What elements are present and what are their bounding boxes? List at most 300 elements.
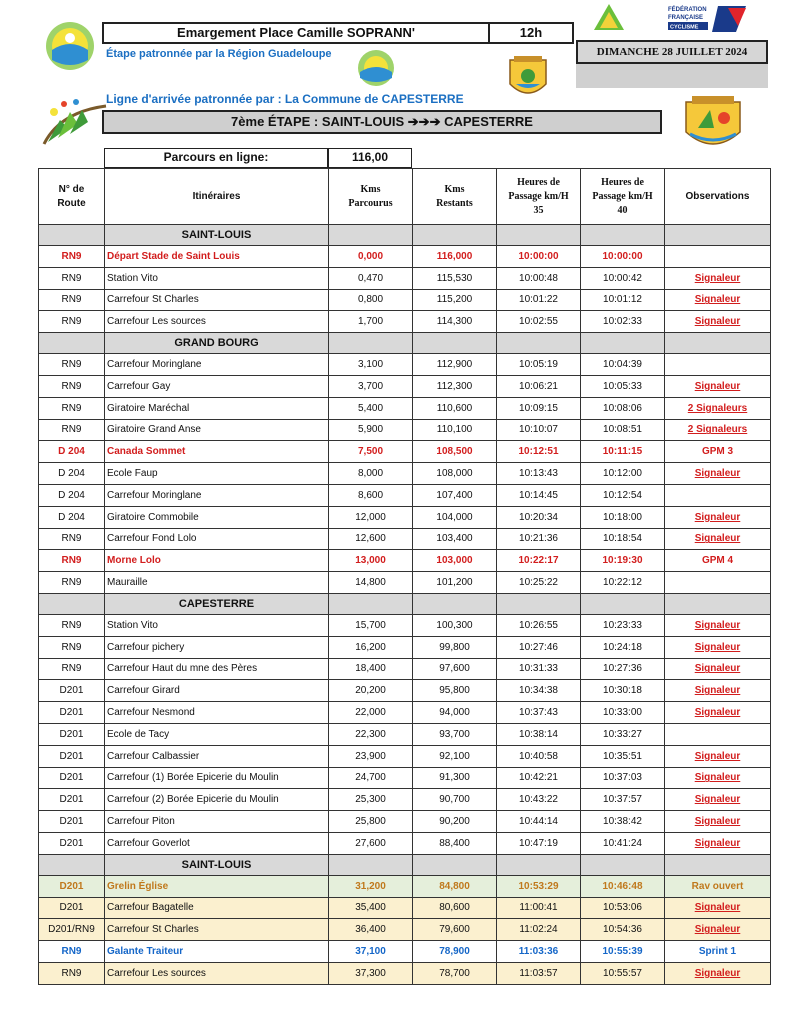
table-row [39,658,771,680]
observation-cell [665,680,771,702]
table-row [39,811,771,833]
observation-cell [665,897,771,919]
observation-cell [665,745,771,767]
heure40-cell: 10:02:33 [581,311,665,333]
kms-restants-cell: 79,600 [413,919,497,941]
table-row [39,397,771,419]
table-row [39,745,771,767]
section-empty-cell [39,225,105,246]
heure40-cell: 10:18:00 [581,506,665,528]
heure35-cell: 10:37:43 [497,702,581,724]
table-row [39,941,771,963]
kms-parcourus-cell: 22,000 [329,702,413,724]
section-empty-cell [497,333,581,354]
kms-parcourus-cell: 0,470 [329,267,413,289]
kms-parcourus-cell: 7,500 [329,441,413,463]
route-cell: D201 [39,789,105,811]
itineraire-cell: Giratoire Commobile [105,506,329,528]
observation-text: GPM 3 [701,446,734,458]
heure40-cell: 10:55:57 [581,962,665,984]
kms-parcourus-cell: 12,600 [329,528,413,550]
itineraire-cell: Canada Sommet [105,441,329,463]
heure40-cell: 10:33:00 [581,702,665,724]
commune-crest-large-icon [680,92,746,158]
heure35-cell: 10:53:29 [497,875,581,897]
observation-text: Signaleur [694,750,741,762]
kms-restants-cell: 103,000 [413,550,497,572]
kms-restants-cell: 97,600 [413,658,497,680]
itineraire-cell: Carrefour Haut du mne des Pères [105,658,329,680]
heure35-cell: 11:03:57 [497,962,581,984]
kms-parcourus-cell: 1,700 [329,311,413,333]
kms-restants-cell: 108,500 [413,441,497,463]
heure35-cell: 10:31:33 [497,658,581,680]
table-row [39,289,771,311]
kms-parcourus-cell: 8,600 [329,484,413,506]
route-cell: D201 [39,702,105,724]
section-row [39,593,771,614]
heure35-cell: 10:13:43 [497,463,581,485]
observation-text: Signaleur [694,272,741,284]
kms-parcourus-cell: 25,800 [329,811,413,833]
observation-cell [665,832,771,854]
kms-parcourus-cell: 18,400 [329,658,413,680]
kms-restants-cell: 95,800 [413,680,497,702]
observation-cell [665,550,771,572]
itineraire-cell: Carrefour Les sources [105,962,329,984]
section-empty-cell [665,854,771,875]
heure35-cell: 10:25:22 [497,572,581,594]
table-row [39,375,771,397]
observation-text: Rav ouvert [691,880,744,892]
kms-restants-cell: 91,300 [413,767,497,789]
federation-logo-icon [666,2,750,36]
commune-crest-icon [506,54,550,104]
section-empty-cell [581,225,665,246]
observation-text: Signaleur [694,533,741,545]
observation-cell [665,723,771,745]
region-logo-small-icon [356,48,396,88]
section-label: GRAND BOURG [105,333,329,354]
heure35-cell: 10:12:51 [497,441,581,463]
heure35-cell: 10:34:38 [497,680,581,702]
itineraire-cell: Ecole Faup [105,463,329,485]
observation-text: Signaleur [694,468,741,480]
heure40-cell: 10:00:00 [581,246,665,268]
observation-cell [665,767,771,789]
kms-restants-cell: 110,100 [413,419,497,441]
route-cell: RN9 [39,375,105,397]
heure35-cell: 10:43:22 [497,789,581,811]
itineraire-cell: Mauraille [105,572,329,594]
kms-parcourus-cell: 22,300 [329,723,413,745]
heure35-cell: 10:06:21 [497,375,581,397]
heure40-cell: 10:54:36 [581,919,665,941]
section-empty-cell [329,854,413,875]
route-cell: D 204 [39,441,105,463]
table-row [39,832,771,854]
col-itineraire-header: Itinéraires [105,169,329,225]
route-cell: D 204 [39,463,105,485]
table-row [39,919,771,941]
route-cell: D201 [39,875,105,897]
kms-parcourus-cell: 0,000 [329,246,413,268]
observation-text: Signaleur [694,685,741,697]
route-cell: D201 [39,767,105,789]
observation-text: Signaleur [694,794,741,806]
route-cell: RN9 [39,289,105,311]
table-row [39,267,771,289]
route-cell: D201 [39,745,105,767]
route-table-body [39,225,771,985]
heure35-cell: 10:38:14 [497,723,581,745]
itineraire-cell: Carrefour (2) Borée Epicerie du Moulin [105,789,329,811]
heure35-cell: 10:14:45 [497,484,581,506]
table-row [39,897,771,919]
observation-cell [665,267,771,289]
kms-restants-cell: 115,530 [413,267,497,289]
itineraire-cell: Galante Traiteur [105,941,329,963]
heure40-cell: 10:41:24 [581,832,665,854]
route-cell: RN9 [39,267,105,289]
kms-restants-cell: 110,600 [413,397,497,419]
route-table [38,168,771,985]
observation-cell [665,636,771,658]
section-empty-cell [39,333,105,354]
route-cell: RN9 [39,419,105,441]
col-heures40-header: Heures de Passage km/H 40 [581,169,665,225]
table-row [39,680,771,702]
heure35-cell: 10:10:07 [497,419,581,441]
section-empty-cell [413,854,497,875]
itineraire-cell: Départ Stade de Saint Louis [105,246,329,268]
kms-parcourus-cell: 5,400 [329,397,413,419]
heure40-cell: 10:22:12 [581,572,665,594]
kms-parcourus-cell: 31,200 [329,875,413,897]
kms-restants-cell: 114,300 [413,311,497,333]
section-empty-cell [413,225,497,246]
kms-parcourus-cell: 37,300 [329,962,413,984]
table-row [39,702,771,724]
heure40-cell: 10:33:27 [581,723,665,745]
kms-restants-cell: 100,300 [413,614,497,636]
finish-sponsor-text: Ligne d'arrivée patronnée par : La Commune de CAPESTERRE [106,92,464,106]
heure40-cell: 10:12:54 [581,484,665,506]
heure40-cell: 10:53:06 [581,897,665,919]
itineraire-cell: Carrefour Moringlane [105,484,329,506]
route-cell: RN9 [39,528,105,550]
kms-restants-cell: 93,700 [413,723,497,745]
route-cell: D201 [39,680,105,702]
kms-parcourus-cell: 25,300 [329,789,413,811]
route-cell: RN9 [39,354,105,376]
section-empty-cell [39,593,105,614]
observation-cell [665,789,771,811]
itineraire-cell: Morne Lolo [105,550,329,572]
observation-cell [665,484,771,506]
heure35-cell: 10:42:21 [497,767,581,789]
section-row [39,854,771,875]
heure40-cell: 10:24:18 [581,636,665,658]
parcours-label: Parcours en ligne: [104,148,328,168]
route-cell: RN9 [39,311,105,333]
section-empty-cell [413,593,497,614]
observation-cell [665,875,771,897]
route-cell: RN9 [39,550,105,572]
section-empty-cell [665,593,771,614]
heure35-cell: 10:02:55 [497,311,581,333]
kms-restants-cell: 84,800 [413,875,497,897]
table-row [39,572,771,594]
heure40-cell: 10:38:42 [581,811,665,833]
itineraire-cell: Carrefour Goverlot [105,832,329,854]
section-empty-cell [413,333,497,354]
heure35-cell: 10:22:17 [497,550,581,572]
col-kms-restants-header: Kms Restants [413,169,497,225]
heure40-cell: 10:27:36 [581,658,665,680]
heure35-cell: 11:02:24 [497,919,581,941]
kms-restants-cell: 101,200 [413,572,497,594]
itineraire-cell: Carrefour Fond Lolo [105,528,329,550]
kms-restants-cell: 99,800 [413,636,497,658]
event-date: DIMANCHE 28 JUILLET 2024 [576,40,768,64]
heure35-cell: 10:01:22 [497,289,581,311]
region-sponsor-text: Étape patronnée par la Région Guadeloupe [106,48,332,60]
heure35-cell: 11:03:36 [497,941,581,963]
heure35-cell: 10:20:34 [497,506,581,528]
stage-title: 7ème ÉTAPE : SAINT-LOUIS ➔➔➔ CAPESTERRE [102,110,662,134]
observation-cell [665,614,771,636]
observation-text: Signaleur [694,619,741,631]
table-row [39,354,771,376]
col-kms-parcourus-header: Kms Parcourus [329,169,413,225]
heure40-cell: 10:30:18 [581,680,665,702]
observation-text: Signaleur [694,641,741,653]
section-label: CAPESTERRE [105,593,329,614]
observation-cell [665,419,771,441]
heure40-cell: 10:05:33 [581,375,665,397]
observation-cell [665,702,771,724]
route-cell: D 204 [39,484,105,506]
route-cell: RN9 [39,397,105,419]
section-row [39,225,771,246]
observation-cell [665,506,771,528]
date-band [576,64,768,88]
kms-restants-cell: 112,900 [413,354,497,376]
route-cell: RN9 [39,962,105,984]
observation-text: Signaleur [694,511,741,523]
kms-parcourus-cell: 16,200 [329,636,413,658]
heure40-cell: 10:18:54 [581,528,665,550]
observation-cell [665,354,771,376]
section-empty-cell [497,854,581,875]
kms-restants-cell: 78,900 [413,941,497,963]
itineraire-cell: Station Vito [105,614,329,636]
kms-parcourus-cell: 12,000 [329,506,413,528]
table-row [39,614,771,636]
observation-cell [665,441,771,463]
kms-parcourus-cell: 3,700 [329,375,413,397]
kms-parcourus-cell: 27,600 [329,832,413,854]
observation-text: Signaleur [694,294,741,306]
kms-parcourus-cell: 8,000 [329,463,413,485]
kms-restants-cell: 104,000 [413,506,497,528]
observation-text: Signaleur [694,924,741,936]
heure35-cell: 10:05:19 [497,354,581,376]
section-empty-cell [39,854,105,875]
kms-restants-cell: 78,700 [413,962,497,984]
heure35-cell: 10:47:19 [497,832,581,854]
col-observations-header: Observations [665,169,771,225]
observation-cell [665,463,771,485]
observation-text: Signaleur [694,707,741,719]
kms-restants-cell: 116,000 [413,246,497,268]
kms-parcourus-cell: 37,100 [329,941,413,963]
observation-text: 2 Signaleurs [687,402,748,414]
itineraire-cell: Carrefour Nesmond [105,702,329,724]
section-empty-cell [581,593,665,614]
route-cell: D 204 [39,506,105,528]
heure40-cell: 10:19:30 [581,550,665,572]
kms-restants-cell: 107,400 [413,484,497,506]
itineraire-cell: Grelin Église [105,875,329,897]
kms-parcourus-cell: 36,400 [329,919,413,941]
route-cell: D201 [39,897,105,919]
kms-parcourus-cell: 0,800 [329,289,413,311]
table-row [39,550,771,572]
itineraire-cell: Station Vito [105,267,329,289]
route-cell: D201 [39,723,105,745]
heure35-cell: 10:00:00 [497,246,581,268]
heure35-cell: 11:00:41 [497,897,581,919]
table-row [39,311,771,333]
observation-text: Signaleur [694,663,741,675]
triangle-logo-icon [592,2,626,32]
table-row [39,419,771,441]
heure40-cell: 10:23:33 [581,614,665,636]
kms-parcourus-cell: 35,400 [329,897,413,919]
route-cell: RN9 [39,636,105,658]
itineraire-cell: Carrefour St Charles [105,289,329,311]
kms-restants-cell: 92,100 [413,745,497,767]
kms-parcourus-cell: 13,000 [329,550,413,572]
observation-text: GPM 4 [701,555,734,567]
heure40-cell: 10:04:39 [581,354,665,376]
itineraire-cell: Giratoire Grand Anse [105,419,329,441]
kms-parcourus-cell: 14,800 [329,572,413,594]
table-row [39,789,771,811]
observation-text: Signaleur [694,772,741,784]
col-route-header: N° de Route [39,169,105,225]
kms-restants-cell: 90,700 [413,789,497,811]
route-cell: D201/RN9 [39,919,105,941]
svg-text:FRANÇAISE: FRANÇAISE [668,15,704,21]
route-cell: D201 [39,811,105,833]
section-empty-cell [329,333,413,354]
kms-parcourus-cell: 3,100 [329,354,413,376]
route-cell: RN9 [39,941,105,963]
section-row [39,333,771,354]
itineraire-cell: Ecole de Tacy [105,723,329,745]
route-cell: D201 [39,832,105,854]
heure35-cell: 10:09:15 [497,397,581,419]
kms-restants-cell: 80,600 [413,897,497,919]
finish-line-logo-icon [40,92,112,148]
itineraire-cell: Carrefour Piton [105,811,329,833]
heure40-cell: 10:35:51 [581,745,665,767]
table-row [39,463,771,485]
kms-parcourus-cell: 24,700 [329,767,413,789]
heure40-cell: 10:00:42 [581,267,665,289]
itineraire-cell: Carrefour St Charles [105,919,329,941]
itineraire-cell: Carrefour pichery [105,636,329,658]
kms-restants-cell: 88,400 [413,832,497,854]
heure35-cell: 10:26:55 [497,614,581,636]
observation-text: Signaleur [694,967,741,979]
table-row [39,441,771,463]
kms-restants-cell: 115,200 [413,289,497,311]
kms-restants-cell: 103,400 [413,528,497,550]
observation-text: Signaleur [694,837,741,849]
observation-text: Signaleur [694,380,741,392]
section-label: SAINT-LOUIS [105,854,329,875]
itineraire-cell: Giratoire Maréchal [105,397,329,419]
section-empty-cell [329,593,413,614]
section-label: SAINT-LOUIS [105,225,329,246]
table-row [39,875,771,897]
section-empty-cell [581,333,665,354]
heure40-cell: 10:55:39 [581,941,665,963]
itineraire-cell: Carrefour Les sources [105,311,329,333]
route-cell: RN9 [39,246,105,268]
table-row [39,636,771,658]
observation-cell [665,528,771,550]
section-empty-cell [665,225,771,246]
heure35-cell: 10:44:14 [497,811,581,833]
heure35-cell: 10:21:36 [497,528,581,550]
table-header-row [39,169,771,225]
route-cell: RN9 [39,658,105,680]
observation-cell [665,311,771,333]
heure40-cell: 10:11:15 [581,441,665,463]
section-empty-cell [665,333,771,354]
heure40-cell: 10:08:06 [581,397,665,419]
observation-cell [665,397,771,419]
section-empty-cell [497,593,581,614]
section-empty-cell [581,854,665,875]
observation-cell [665,246,771,268]
table-row [39,528,771,550]
table-row [39,723,771,745]
document-title: Emargement Place Camille SOPRANN' [102,22,490,44]
observation-cell [665,811,771,833]
kms-parcourus-cell: 5,900 [329,419,413,441]
heure40-cell: 10:08:51 [581,419,665,441]
kms-restants-cell: 108,000 [413,463,497,485]
heure40-cell: 10:46:48 [581,875,665,897]
route-cell: RN9 [39,614,105,636]
section-empty-cell [497,225,581,246]
observation-cell [665,572,771,594]
observation-cell [665,941,771,963]
kms-restants-cell: 112,300 [413,375,497,397]
observation-text: 2 Signaleurs [687,424,748,436]
table-row [39,246,771,268]
observation-cell [665,289,771,311]
route-cell: RN9 [39,572,105,594]
start-time: 12h [488,22,574,44]
svg-text:FÉDÉRATION: FÉDÉRATION [668,7,707,13]
